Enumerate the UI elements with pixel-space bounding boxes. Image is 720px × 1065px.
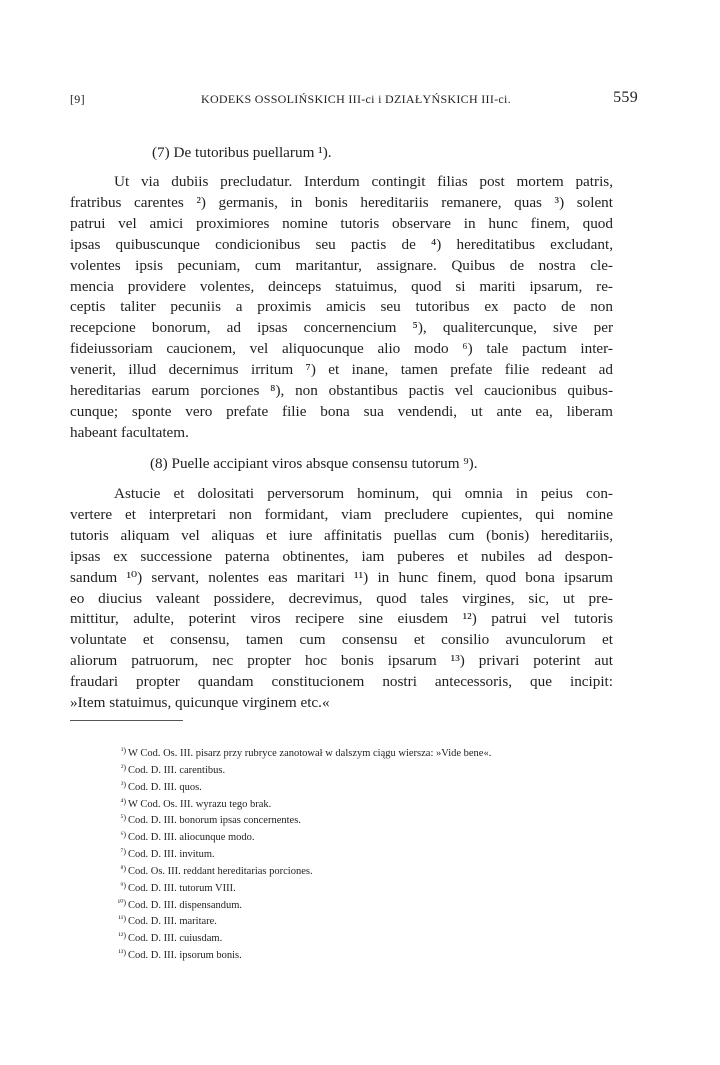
text-line: fraudari propter quandam constitucionem nostri antecessoris, que incipit: [70,673,613,691]
running-head [70,89,638,112]
text-line: sandum ¹⁰) servant, nolentes eas maritari ¹¹) in hunc finem, quod bona ipsarum [70,568,613,586]
footnote [110,746,630,763]
text-line: habeant facultatem. [70,423,189,441]
footnote-text: W Cod. Os. III. wyrazu tego brak. [128,798,272,810]
running-title: KODEKS OSSOLIŃSKICH III-ci i DZIAŁYŃSKICH III-ci. [201,92,511,106]
text-line: ceptis taliter pecuniis a proximis amicis seu tutoribus ex pacto de non [70,298,613,316]
text-line: volentes ipsis pecuniam, cum maritantur, assignare. Quibus de nostra cle- [70,256,613,274]
footnote [110,847,630,864]
text-line: recepcione bonorum, ad ipsas concernencium ⁵), qualitercunque, sive per [70,319,613,337]
footnote-mark: ⁶) [120,830,126,840]
footnote [110,914,630,931]
footnote-text: Cod. D. III. dispensandum. [128,899,243,911]
footnote-mark: ¹³) [118,948,126,958]
footnote [110,948,630,965]
page-number: 559 [613,89,638,106]
footnote [110,864,630,881]
text-line: eo diucius valeant possidere, decrevimus, quod tales virgines, sic, ut pre- [70,589,613,607]
text-line: mencia providere volentes, deinceps statuimus, quod si mariti ipsarum, re- [70,277,613,295]
section-paragraph [70,484,613,714]
footnote-mark: ⁸) [120,863,126,873]
text-line: fratribus carentes ²) germanis, in bonis hereditariis remanere, quas ³) solent [70,193,613,211]
footnote [110,830,630,847]
footnote [110,780,630,797]
footnote [110,763,630,780]
text-line: hereditarias earum porciones ⁸), non obstantibus pactis vel caucionibus quibus- [70,382,613,400]
text-line: ipsas ex successione paterna obtinentes, iam puberes et nubiles ad despon- [70,547,613,565]
text-line: cunque; sponte vero prefate filie bona sua vendendi, ut ante ea, liberam [70,402,613,420]
text-line: Astucie et dolositati perversorum hominum, qui omnia in peius con- [114,485,613,502]
text-line: fideiussoriam caucionem, vel aliquocunque alio modo ⁶) tale pactum inter- [70,340,613,358]
footnote [110,797,630,814]
text-line: vertere et interpretari non formidant, viam precludere cupientes, qui nomine [70,505,613,523]
footnote-text: Cod. D. III. carentibus. [128,764,226,776]
footnote [110,898,630,915]
text-line: mittitur, adulte, poterint viros recipere sine eiusdem ¹²) patrui vel tutoris [70,610,613,628]
text-line: voluntate et consensu, tamen cum consensu et consilio avunculorum et [70,631,613,649]
footnote-mark: ³) [120,779,126,789]
footnote-mark: ¹) [120,746,126,755]
footnote-text: Cod. D. III. ipsorum bonis. [128,950,242,962]
footnote-mark: ²) [120,762,126,772]
section-heading: (8) Puelle accipiant viros absque consensu tutorum ⁹). [150,455,478,472]
footnote-text: Cod. D. III. quos. [128,781,202,793]
footnote-mark: ⁵) [120,813,126,823]
text-line: Ut via dubiis precludatur. Interdum contingit filias post mortem patris, [114,173,613,190]
footnote-text: Cod. D. III. bonorum ipsas concernentes. [128,815,301,827]
footnote-mark: ¹¹) [118,914,126,924]
footnote-text: W Cod. Os. III. pisarz przy rubryce zanotował w dalszym ciągu wiersza: »Vide bene«. [128,748,492,759]
footnote-text: Cod. D. III. tutorum VIII. [128,882,236,894]
footnote-divider [70,720,183,721]
footnotes [110,746,630,965]
footnote-text: Cod. D. III. invitum. [128,849,215,861]
section-signature: [9] [70,92,85,106]
footnote-text: Cod. D. III. cuiusdam. [128,933,223,945]
text-line: »Item statuimus, quicunque virginem etc.« [70,694,330,712]
footnote-text: Cod. D. III. aliocunque modo. [128,832,255,844]
text-line: aliorum patruorum, nec propter hoc bonis ipsarum ¹³) privari poterint aut [70,652,613,670]
footnote [110,881,630,898]
footnote-mark: ⁴) [120,796,126,806]
footnote-mark: ⁷) [120,847,126,857]
footnote-text: Cod. D. III. maritare. [128,916,217,928]
footnote-mark: ¹⁰) [117,897,126,907]
footnote [110,931,630,948]
text-line: ipsas quibuscunque condicionibus seu pactis de ⁴) hereditatibus excludant, [70,235,613,253]
text-line: patrui vel amici proximiores nomine tutoris observare in hunc finem, quod [70,214,613,232]
text-line: tutoris aliquam vel aliquas et iure affinitatis puellas cum (bonis) hereditariis, [70,526,613,544]
footnote-text: Cod. Os. III. reddant hereditarias porciones. [128,865,313,877]
footnote-mark: ⁹) [120,880,126,890]
section-paragraph [70,172,613,444]
text-line: venerit, illud decernimus irritum ⁷) et inane, tamen prefate filie redeant ad [70,361,613,379]
footnote-mark: ¹²) [118,931,126,941]
section-heading: (7) De tutoribus puellarum ¹). [152,144,332,161]
footnote [110,813,630,830]
